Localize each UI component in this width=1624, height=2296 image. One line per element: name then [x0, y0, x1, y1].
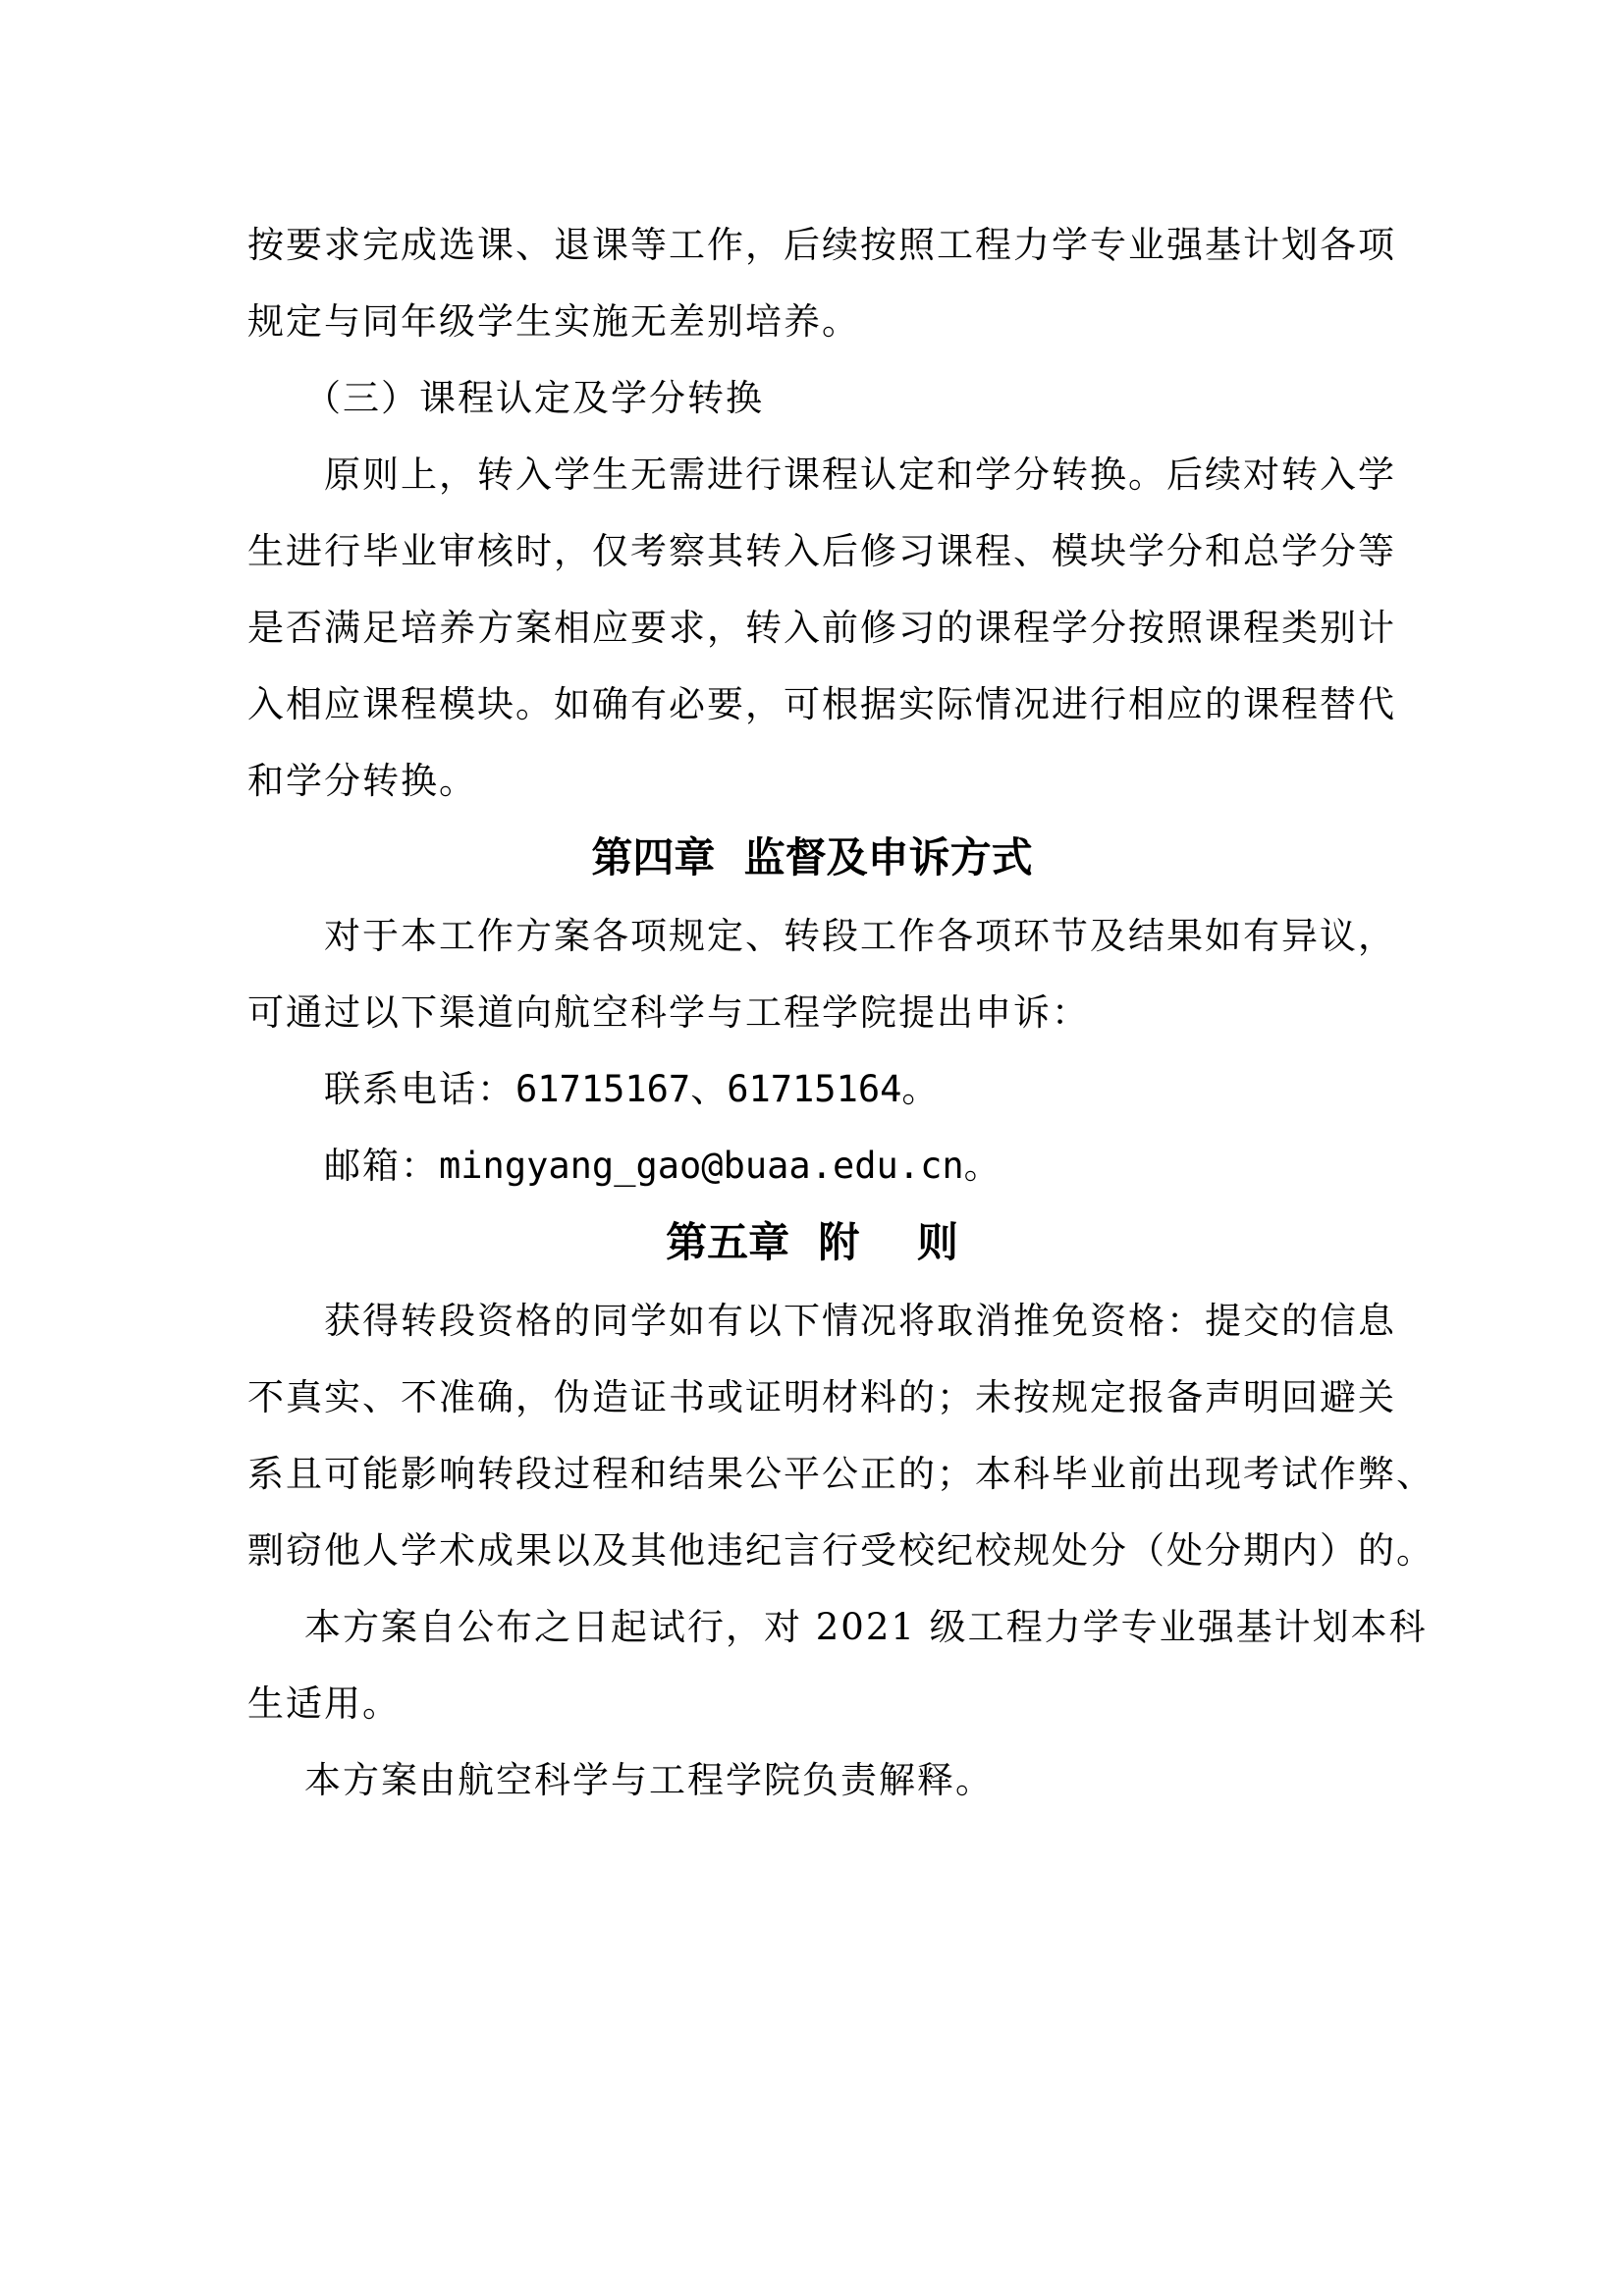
paragraph-line: 生进行毕业审核时，仅考察其转入后修习课程、模块学分和总学分等 — [247, 530, 1396, 572]
email-label: 邮箱： — [324, 1145, 439, 1187]
contact-phone — [324, 1066, 1483, 1113]
phone-value: 61715167、61715164。 — [515, 1068, 939, 1110]
email-value: mingyang_gao@buaa.edu.cn。 — [439, 1145, 1001, 1187]
paragraph-line: 系且可能影响转段过程和结果公平公正的；本科毕业前出现考试作弊、 — [247, 1453, 1435, 1495]
paragraph-line: 生适用。 — [247, 1682, 401, 1725]
phone-label: 联系电话： — [324, 1068, 515, 1110]
chapter-4-title: 第四章 监督及申诉方式 — [591, 833, 1033, 881]
paragraph-line: 获得转段资格的同学如有以下情况将取消推免资格：提交的信息 — [324, 1300, 1396, 1342]
paragraph-line: 对于本工作方案各项规定、转段工作各项环节及结果如有异议， — [324, 915, 1396, 957]
paragraph-line: 按要求完成选课、退课等工作，后续按照工程力学专业强基计划各项 — [247, 224, 1396, 266]
paragraph-line: 规定与同年级学生实施无差别培养。 — [247, 300, 860, 343]
paragraph-line: 入相应课程模块。如确有必要，可根据实际情况进行相应的课程替代 — [247, 683, 1396, 725]
paragraph-line: 不真实、不准确，伪造证书或证明材料的；未按规定报备声明回避关 — [247, 1376, 1396, 1418]
paragraph-line: 本方案自公布之日起试行，对 2021 级工程力学专业强基计划本科 — [304, 1606, 1428, 1648]
paragraph-line: 剽窃他人学术成果以及其他违纪言行受校纪校规处分（处分期内）的。 — [247, 1529, 1435, 1572]
subsection-title: （三）课程认定及学分转换 — [304, 377, 764, 419]
paragraph-line: 本方案由航空科学与工程学院负责解释。 — [304, 1759, 994, 1801]
paragraph-line: 可通过以下渠道向航空科学与工程学院提出申诉： — [247, 991, 1090, 1034]
contact-email — [324, 1143, 1483, 1190]
chapter-5-title: 第五章 附 则 — [666, 1218, 958, 1266]
paragraph-line: 和学分转换。 — [247, 760, 477, 802]
paragraph-line: 原则上，转入学生无需进行课程认定和学分转换。后续对转入学 — [324, 454, 1396, 496]
paragraph-line: 是否满足培养方案相应要求，转入前修习的课程学分按照课程类别计 — [247, 607, 1396, 649]
